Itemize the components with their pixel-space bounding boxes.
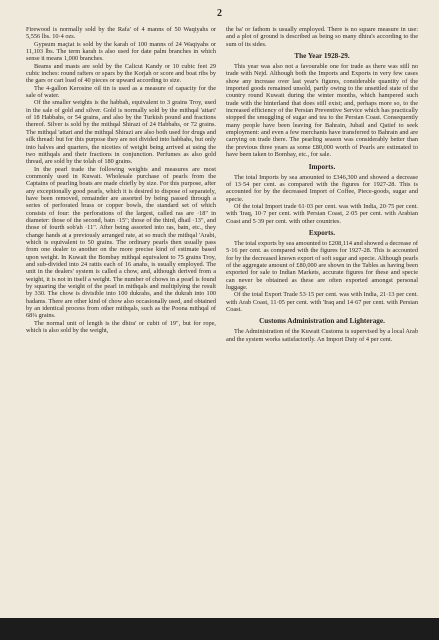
section-heading: Imports. xyxy=(308,162,336,171)
page-number: 2 xyxy=(217,8,222,19)
paragraph: The normal unit of length is the dhira' or cubit of 19", but for rope, which is also sold by the weight, xyxy=(26,319,216,335)
paragraph: Beams and masts are sold by the Calicut Kandy or 10 cubic feet 29 cubic inches: round rafters or spars by the Korjah or score and boat ribs by the gars or cart load of 40 pieces or upward according to size. xyxy=(26,62,216,85)
section-heading: Exports. xyxy=(308,228,336,237)
paragraph: In the pearl trade the following weights and measures are most commonly used in Kuwait. Wholesale purchase of pearls from the Captains of pearling boats are made chiefly by size. For this purpose, after any exceptionally good pearls, which it is desired to dispose of separately, have been removed, remainder are assorted by being passed through a series of perforated brass or copper bowls, the standard set of which consists of four: the perforations of the largest, called ras are ·18" in diameter: those of the second, batn ·15"; those of the third, dhail ·13", and those of fourth sob'ah ·11". After being assorted into ras, batn, etc., they change hands at a previously arranged rate, at so much the mithqal 'Arabi, which is equivalent to 50 grains. The ordinary pearls then usually pass from one dealer to another on the more precise kind of estimate based upon weight. In Kuwait the Bombay mithqal equivalent to 75 grains Troy, and sub-divided into 24 rattis each of 16 anahs, is usually employed. The unit in the dealers' system is called a chow, and, although derived from a weight, it is not in itself a weight. The number of chows in a pearl is found by squaring the weight of the pearl in mithqals and multiplying the result by 330. The chow is divisible into 100 dukrahs, and the dukrah into 100 badams. There are other kind of chow also occasionally used, and obtained by an identical process from other mithqals, such as the Poona mithqal of 68¼ grains. xyxy=(26,165,216,320)
paragraph: the ba' or fathom is usually employed. There is no square measure in use: and a plot of ground is described as being so many dhira's according to the sum of its sides. xyxy=(226,26,418,48)
paragraph: Of the total Import trade 61·03 per cent. was with India, 20·75 per cent. with 'Iraq, 10·7 per cent. with Persian Coast, 2·05 per cent. with Arabian Coast and 5·39 per cent. with other countries. xyxy=(226,202,418,225)
section-heading: The Year 1928-29. xyxy=(294,52,350,61)
paragraph: Of the total Export Trade 53·15 per cent. was with India, 21·13 per cent. with Arab Coast, 11·05 per cent. with 'Iraq and 14·67 per cent. with Persian Coast. xyxy=(226,291,418,313)
right-column xyxy=(226,26,418,343)
paragraph: This year was also not a favourable one for trade as there was still no trade with Nejd. Although both the Imports and Exports in very few cases show any increase over last year's figures, considerable quantity of the imported goods remained unsold, partly owing to the unsettled state of the country round Kuwait during the winter months, which hampered such trade with the hinterland that does still exist; and, perhaps more so, to the increased efficiency of the Persian Preventive Service which has practically stopped the smuggling of sugar and tea to the Persian Coast. Consequently many people have been leaving for Bahrain, Jubail and Qatief to seek employment: and even a few merchants have transferred to Bahrain and are carrying on trade there. The pearling season was considerably better than the previous three years as some £80,000 worth of Pearls are estimated to have been taken to Bombay, etc., for sale. xyxy=(226,63,418,159)
paragraph: Of the smaller weights is the habbah, equivalent to 3 grains Troy, used in the sale of gold and silver. Gold is normally sold by the mithqal 'attari' of 18 Habbahs, or 54 grains, and also by the Turkish pound and fractions thereof. Silver is sold by the mithqal Shirazi of 24 Habbahs, or 72 grains. The mithqal 'attari and the mithqal Shirazi are also both used for drugs and silk thread: but for this purpose they are not divided into habbahs, but only into halves and quarters, the niceties of weight being arrived at using the two mithqals and their fractions in conjunction. Perfumes as also gold thread, are sold by the tolah of 180 grains. xyxy=(26,99,216,166)
paragraph: The total exports by sea amounted to £208,114 and showed a decrease of 5·16 per cent. as compared with the figures for 1927-28. This is accounted for by the decreased known export of soft sugar and specie. Although pearls of the aggregate amount of £80,000 are shown in the Tables as having been exported for sale to Indian Markets, accurate figures for these and specie can never be obtained as these are often exported amongst personal luggage. xyxy=(226,239,418,291)
section-heading: Customs Administration and Lighterage. xyxy=(259,317,385,326)
paragraph: The 4-gallon Kerosine oil tin is used as a measure of capacity for the sale of water. xyxy=(26,84,216,100)
left-column xyxy=(26,26,216,334)
paragraph: Gypsum maçtat is sold by the karah of 100 manns of 24 Waqiyahs or 11,103 lbs. The term karah is also used for date palm branches in which sense it means 1,000 branches. xyxy=(26,40,216,63)
scan-border xyxy=(0,618,439,640)
paragraph: The Administration of the Kuwait Customs is supervised by a local Arab and the system works satisfactorily. An Import Duty of 4 per cent. xyxy=(226,328,418,343)
paragraph: The total Imports by sea amounted to £346,300 and showed a decrease of 13·54 per cent. as compared with the figures for 1927-28. This is accounted for by the decreased Import of Coffee, Piece-goods, sugar and specie. xyxy=(226,173,418,203)
paragraph: Firewood is normally sold by the Rafa' of 4 manns of 50 Waqiyahs or 5,556 lbs. 10·4 ozs. xyxy=(26,26,216,41)
